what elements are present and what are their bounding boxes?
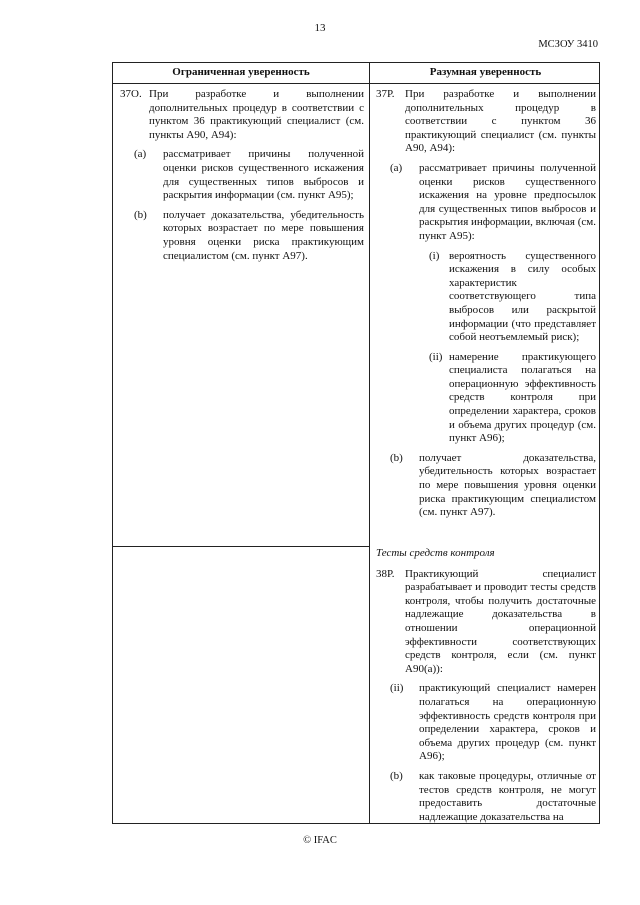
paragraph-38p — [376, 568, 596, 677]
subparagraph-a — [376, 162, 596, 244]
subparagraph-b — [376, 452, 596, 520]
subparagraph-text: получает доказательства, убедительность которых возрастает по мере повышения уровня оценки риска практикующим специалистом (см. пункт А97). — [419, 451, 596, 519]
subparagraph-text: рассматривает причины полученной оценки рисков существенного искажения для существенных типов выбросов и раскрытия информации (см. пункт А95); — [163, 148, 364, 202]
subparagraph-b — [376, 770, 596, 824]
subparagraph-label: (a) — [390, 161, 403, 174]
subparagraph-text: вероятность существенного искажения в силу особых характеристик соответствующего типа выбросов или раскрытой информации (что представляет собой неотъемлемый риск); — [449, 249, 596, 344]
subparagraph-text: намерение практикующего специалиста полагаться на операционную эффективность средств контроля при определении характера, сроков и объема других процедур (см. пункт А96); — [449, 350, 596, 445]
subparagraph-b — [120, 209, 364, 263]
right-column-controls — [376, 547, 596, 824]
subparagraph-text: рассматривает причины полученной оценки рисков существенного искажения на уровне предпосылок для существенных типов выбросов и раскрытия информации, включая (см. пункт А95): — [419, 161, 596, 242]
paragraph-text: Практикующий специалист разрабатывает и проводит тесты средств контроля, чтобы получить достаточные надлежащие доказательства в отношении операционной эффективности соответствующих средств контроля, если (см. пункт А90(а)): — [405, 567, 596, 675]
subparagraph-text: как таковые процедуры, отличные от тестов средств контроля, не могут предоставить достаточные надлежащие доказательства на — [419, 769, 596, 823]
subparagraph-text: получает доказательства, убедительность которых возрастает по мере повышения уровня оценки риска практикующим специалистом (см. пункт А97). — [163, 208, 364, 262]
column-divider — [369, 63, 370, 823]
subparagraph-text: практикующий специалист намерен полагаться на операционную эффективность средств контроля при определении характера, сроков и объема других процедур (см. пункт А96); — [419, 682, 596, 763]
document-code: МСЗОУ 3410 — [538, 39, 598, 50]
subparagraph-label: (ii) — [390, 682, 404, 695]
subparagraph-label: (i) — [429, 249, 440, 262]
subparagraph-label: (b) — [134, 208, 147, 221]
subparagraph-a-i — [419, 250, 596, 345]
paragraph-text: При разработке и выполнении дополнительных процедур в соответствии с пунктом 36 практикующий специалист (см. пункты А90, А94): — [405, 88, 596, 155]
subparagraph-a — [120, 148, 364, 202]
subparagraph-a-ii — [419, 351, 596, 446]
paragraph-37p — [376, 88, 596, 156]
paragraph-text: При разработке и выполнении дополнительных процедур в соответствии с пунктом 36 практикующий специалист (см. пункты А90, А94): — [149, 88, 364, 141]
paragraph-number: 37О. — [120, 88, 142, 100]
footer-copyright: © IFAC — [303, 835, 337, 846]
header-divider — [113, 83, 599, 84]
header-reasonable-assurance: Разумная уверенность — [429, 66, 542, 78]
subparagraph-label: (a) — [134, 148, 147, 161]
subparagraph-ii — [376, 682, 596, 764]
section-heading: Тесты средств контроля — [376, 547, 495, 559]
left-row-divider — [113, 546, 369, 547]
subparagraph-label: (b) — [390, 769, 403, 782]
header-limited-assurance: Ограниченная уверенность — [172, 66, 310, 78]
page-number: 13 — [314, 22, 326, 34]
paragraph-number: 38Р. — [376, 567, 395, 580]
paragraph-37o — [120, 88, 364, 142]
subparagraph-label: (b) — [390, 451, 403, 464]
left-column — [120, 88, 364, 263]
comparison-table — [112, 62, 600, 824]
subparagraph-label: (ii) — [429, 350, 443, 363]
right-column — [376, 88, 596, 520]
paragraph-number: 37Р. — [376, 88, 395, 100]
